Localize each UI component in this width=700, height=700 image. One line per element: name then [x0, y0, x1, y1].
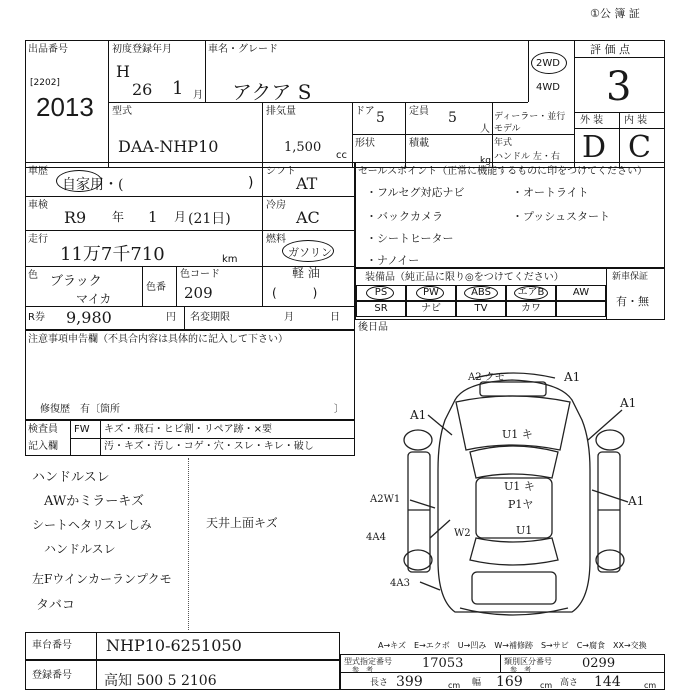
- fuel-value1: ガソリン: [288, 246, 332, 259]
- shift-value: AT: [296, 174, 318, 193]
- header-top-right: ①公 簿 証: [590, 7, 640, 20]
- model-label: 型式: [112, 106, 132, 117]
- equip-ps-circle: [366, 286, 394, 300]
- sales-point-3: ・バックカメラ: [366, 210, 443, 223]
- first-reg-month-unit: 月: [193, 90, 203, 101]
- height-value: 144: [594, 674, 621, 690]
- note-2: AWかミラーキズ: [44, 494, 144, 509]
- repair-label: 修復歴 有〔箇所: [40, 404, 120, 415]
- equip-pw: PW: [406, 285, 456, 301]
- mark-a2: A2 クモ: [468, 372, 505, 383]
- equip-abs-circle: [464, 286, 498, 300]
- chassis-label: 車台番号: [32, 640, 72, 651]
- displacement-unit: cc: [336, 150, 347, 161]
- r-ken-label: R券: [28, 312, 45, 323]
- load-unit: kg: [480, 156, 491, 166]
- trunk: [472, 572, 556, 604]
- mileage-label: 走行: [28, 234, 48, 245]
- rear-window: [470, 538, 558, 565]
- height-label: 高さ: [560, 678, 579, 688]
- first-reg-month: 1: [172, 78, 184, 99]
- history-value: 自家用・(: [62, 177, 124, 193]
- interior-label: 内 装: [624, 115, 648, 126]
- drive-4wd: 4WD: [536, 82, 560, 93]
- mark-u1-trunk: U1: [516, 524, 533, 537]
- center-note: 天井上面キズ: [206, 516, 278, 530]
- front-grille: [480, 382, 546, 396]
- history-paren-end: ): [248, 175, 254, 191]
- inspection-month: 1: [148, 208, 158, 226]
- equipment-label: 装備品（純正品に限り◎をつけてください）: [365, 272, 564, 283]
- fuel-label: 燃料: [266, 234, 286, 245]
- equip-tv: TV: [456, 301, 506, 317]
- equip-abs: ABS: [456, 285, 506, 301]
- mark-a1-topright: A1: [620, 396, 637, 410]
- class-no-sublabel: 参 考: [510, 666, 531, 674]
- model-year-label-a: モデル: [494, 124, 521, 134]
- new-car-warranty-value: 有・無: [616, 295, 649, 308]
- dealer-label: ディーラー・並行: [494, 112, 566, 122]
- length-label: 長さ: [370, 678, 389, 688]
- new-car-warranty-label: 新車保証: [612, 272, 649, 282]
- after-date-label: 後日品: [358, 322, 388, 333]
- equip-blank: [556, 301, 606, 317]
- first-reg-label: 初度登録年月: [112, 44, 172, 55]
- interior-value: C: [628, 130, 651, 165]
- type-designation-value: 17053: [422, 656, 464, 671]
- handle-label: ハンドル 左・右: [494, 152, 560, 162]
- drive-2wd: 2WD: [536, 58, 560, 69]
- inspection-month-unit: 月: [174, 210, 187, 224]
- inspect-row2: 汚・キズ・汚し・コゲ・穴・スレ・キレ・破し: [104, 441, 314, 452]
- equip-airbag: エアB: [506, 285, 556, 301]
- inspection-label: 車検: [28, 200, 48, 211]
- damage-legend: A→キズ E→エクボ U→凹み W→補修跡 S→サビ C→腐食 XX→交換: [378, 641, 647, 650]
- capacity-unit: 人: [480, 124, 490, 135]
- width-label: 幅: [472, 678, 482, 688]
- mark-a4: 4A4: [366, 532, 386, 543]
- color-code-label: 色コード: [180, 269, 220, 280]
- grade-value: 3: [606, 64, 632, 110]
- note-6: タバコ: [36, 598, 75, 613]
- name-change-day: 日: [330, 312, 340, 323]
- lot-number: 2013: [36, 92, 94, 122]
- color-label: 色: [28, 270, 38, 281]
- color-code-value: 209: [184, 284, 213, 302]
- equip-leather: カワ: [506, 301, 556, 317]
- mark-w2: W2: [454, 528, 471, 539]
- mark-a1-top: A1: [564, 370, 581, 384]
- inspection-year-unit: 年: [112, 210, 125, 224]
- model-year-label-b: 年式: [494, 138, 513, 148]
- inspect-label-1: 検査員: [28, 424, 58, 435]
- registration-value: 高知 500 5 2106: [104, 673, 217, 689]
- fuel-value2: 軽 油: [292, 266, 320, 280]
- aircon-label: 冷房: [266, 200, 286, 211]
- doors-value: 5: [376, 110, 385, 126]
- inspection-day: (21日): [188, 211, 231, 227]
- notes-label: 注意事項申告欄（不具合内容は具体的に記入して下さい）: [28, 334, 288, 345]
- car-name-value: アクア S: [232, 80, 312, 104]
- doors-label: ドア: [355, 106, 375, 117]
- displacement-label: 排気量: [266, 106, 296, 117]
- mark-u1-roof: U1 キ: [504, 480, 535, 493]
- body-form-label: 形状: [355, 138, 375, 149]
- load-label: 積載: [409, 138, 429, 149]
- right-side-panel: [598, 452, 620, 572]
- inspect-fw: FW: [74, 424, 90, 435]
- width-value: 169: [496, 674, 523, 690]
- wheel-fr: [596, 430, 624, 450]
- exterior-value: D: [582, 130, 607, 165]
- r-ken-value: 9,980: [66, 308, 112, 327]
- history-label: 車歴: [28, 166, 48, 177]
- note-3: シートヘタリスレしみ: [32, 518, 152, 532]
- mark-u1-hood: U1 キ: [502, 428, 533, 441]
- capacity-label: 定員: [409, 106, 429, 117]
- model-value: DAA-NHP10: [118, 137, 219, 156]
- name-change-month: 月: [284, 312, 294, 323]
- inspection-value: R9: [64, 208, 87, 227]
- inspect-label-2: 記入欄: [28, 441, 58, 452]
- first-reg-year: 26: [132, 80, 153, 99]
- color-value2: マイカ: [76, 292, 112, 306]
- left-side-panel: [408, 452, 430, 572]
- mark-a1-left: A1: [410, 408, 427, 422]
- type-designation-label: 型式指定番号: [344, 657, 392, 666]
- first-reg-era: H: [116, 62, 130, 81]
- type-designation-sublabel: 参 考: [352, 666, 373, 674]
- class-no-value: 0299: [582, 656, 616, 671]
- mileage-value: 11万7千710: [60, 244, 165, 265]
- length-unit: cm: [448, 681, 461, 690]
- windshield: [470, 446, 558, 478]
- color-value: ブラック: [50, 274, 102, 289]
- displacement-value: 1,500: [284, 140, 322, 155]
- sales-point-6: ・ナノイー: [366, 254, 420, 267]
- name-change-label: 名変期限: [190, 312, 230, 323]
- car-name-label: 車名・グレード: [208, 44, 278, 55]
- note-1: ハンドルスレ: [32, 470, 110, 485]
- note-4: ハンドルスレ: [44, 542, 116, 556]
- equip-sr: SR: [356, 301, 406, 317]
- wheel-fl: [404, 430, 432, 450]
- chassis-value: NHP10-6251050: [106, 636, 242, 655]
- inspect-row1: キズ・飛石・ヒビ割・リペア跡・×要: [104, 424, 272, 435]
- note-5: 左Fウインカーランプクモ: [32, 572, 172, 586]
- capacity-value: 5: [448, 110, 457, 126]
- height-unit: cm: [644, 681, 657, 690]
- class-no-label: 類別区分番号: [504, 657, 552, 666]
- exterior-label: 外 装: [580, 115, 604, 126]
- sales-point-5: ・シートヒーター: [366, 232, 454, 245]
- equip-navi: ナビ: [406, 301, 456, 317]
- grade-label: 評 価 点: [590, 43, 630, 56]
- width-unit: cm: [540, 681, 553, 690]
- aircon-value: AC: [296, 208, 320, 227]
- sales-point-1: ・フルセグ対応ナビ: [366, 186, 465, 199]
- shift-label: シフト: [266, 166, 296, 177]
- mark-a1-right: A1: [628, 494, 645, 508]
- mark-p1: P1ヤ: [508, 498, 534, 511]
- length-value: 399: [396, 674, 423, 690]
- mark-a3-bottom: 4A3: [390, 578, 410, 589]
- color-no-label: 色番: [146, 282, 166, 293]
- mark-a2w1: A2W1: [370, 494, 401, 505]
- registration-label: 登録番号: [32, 670, 72, 681]
- lot-number-label: 出品番号: [28, 44, 68, 55]
- lot-code: [2202]: [30, 78, 60, 88]
- equip-ps: PS: [356, 285, 406, 301]
- sales-point-4: ・プッシュスタート: [512, 210, 611, 223]
- equip-pw-circle: [416, 286, 444, 300]
- fuel-paren: ( ): [272, 286, 318, 300]
- equip-airbag-circle: [514, 286, 548, 300]
- r-ken-unit: 円: [166, 312, 176, 323]
- mileage-unit: km: [222, 254, 238, 265]
- repair-end: 〕: [334, 404, 344, 415]
- equip-aw: AW: [556, 285, 606, 301]
- sales-point-2: ・オートライト: [512, 186, 589, 199]
- history-circle: [56, 170, 102, 192]
- sales-points-label: セールスポイント（正常に機能するものに印をつけてください）: [358, 166, 648, 177]
